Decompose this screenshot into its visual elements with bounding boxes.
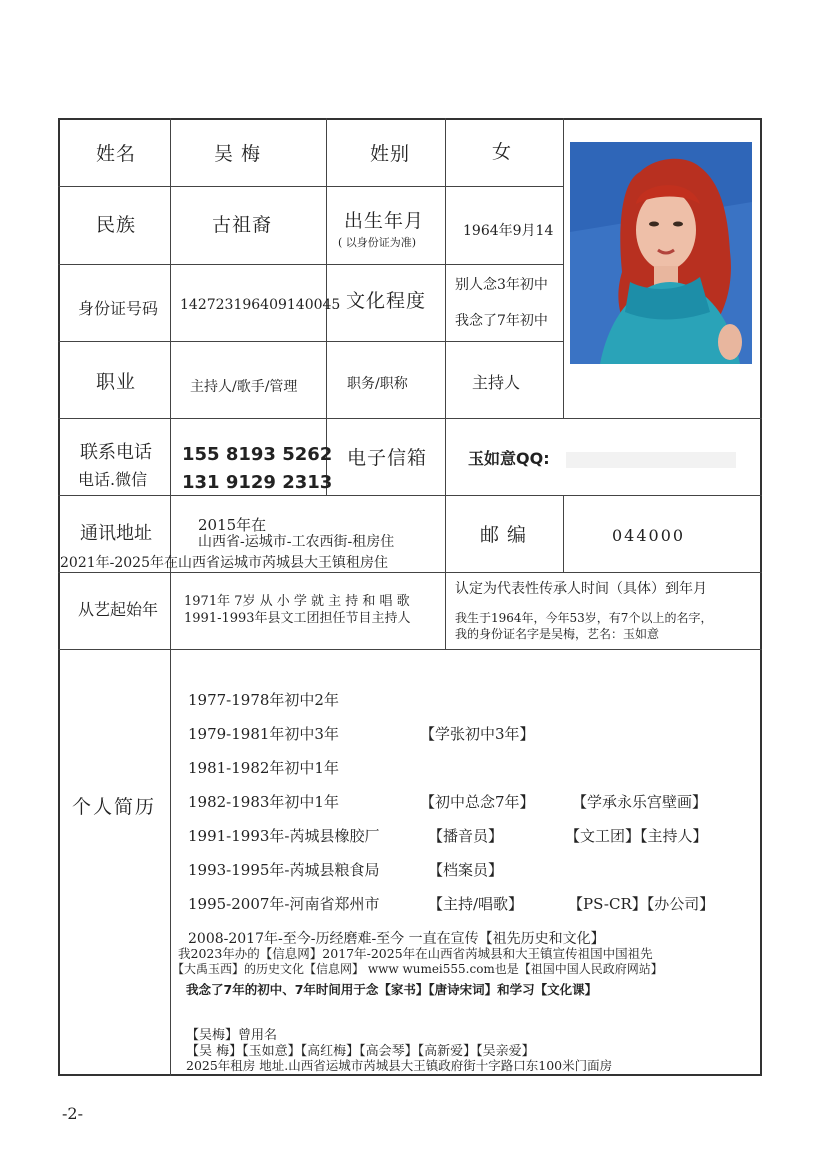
portrait-photo: [570, 142, 752, 364]
resume-row-7: 1995-2007年-河南省郑州市: [188, 895, 380, 913]
rep-line-1: 我生于1964年，今年53岁，有7个以上的名字，: [455, 611, 713, 625]
resume-line-1: 2008-2017年-至今-历经磨难-至今 一直在宣传【祖先历史和文化】: [188, 931, 605, 947]
label-birth-note: ( 以身份证为准): [338, 236, 417, 249]
label-resume: 个人简历: [72, 796, 157, 818]
value-phone-1: 155 8193 5262: [182, 444, 333, 465]
label-ethnicity: 民族: [96, 214, 137, 236]
rep-line-2: 我的身份证名字是吴梅，艺名：玉如意: [455, 627, 660, 641]
label-art-start: 从艺起始年: [78, 600, 159, 619]
label-education: 文化程度: [346, 290, 427, 312]
label-gender: 姓别: [370, 143, 411, 165]
rep-title: 认定为代表性传承人时间（具体）到年月: [455, 581, 707, 597]
label-phone-b: 电话.微信: [78, 470, 148, 489]
value-address-year: 2015年在: [198, 516, 267, 534]
resume-line-7: 2025年租房 地址.山西省运城市芮城县大王镇政府街十字路口东100米门面房: [186, 1058, 613, 1073]
resume-row-2-tag: 【学张初中3年】: [420, 725, 535, 743]
email-redacted-blur: [566, 452, 736, 468]
page-number: -2-: [62, 1104, 83, 1123]
resume-row-5-tag: 【播音员】: [428, 827, 504, 845]
value-address-1: 山西省-运城市-工农西街-租房住: [198, 534, 395, 550]
value-education-a: 别人念3年初中: [455, 277, 548, 293]
value-birth: 1964年9月14: [463, 223, 554, 239]
value-job: 主持人/歌手/管理: [190, 379, 298, 395]
resume-line-5: 【吴梅】曾用名: [186, 1028, 278, 1043]
label-position: 职务/职称: [347, 376, 408, 392]
resume-row-3: 1981-1982年初中1年: [188, 759, 339, 777]
label-address: 通讯地址: [80, 523, 152, 544]
resume-row-4-tag2: 【学承永乐宫壁画】: [572, 793, 708, 811]
value-art-2: 1991-1993年县文工团担任节目主持人: [184, 611, 411, 626]
resume-line-2: 我2023年办的【信息网】2017年-2025年在山西省芮城县和大王镇宣传祖国中国祖先: [178, 946, 653, 961]
resume-row-1: 1977-1978年初中2年: [188, 691, 339, 709]
value-education-b: 我念了7年初中: [455, 313, 548, 329]
resume-row-2: 1979-1981年初中3年: [188, 725, 339, 743]
value-phone-2: 131 9129 2313: [182, 472, 333, 493]
resume-row-4: 1982-1983年初中1年: [188, 793, 339, 811]
value-id: 142723196409140045: [180, 297, 341, 313]
value-gender: 女: [492, 141, 513, 163]
resume-row-4-tag: 【初中总念7年】: [420, 793, 535, 811]
resume-row-6-tag: 【档案员】: [428, 861, 504, 879]
label-phone-a: 联系电话: [80, 442, 152, 463]
resume-line-6: 【吴 梅】【玉如意】【高红梅】【高会琴】【高新爱】【吴亲爱】: [186, 1044, 535, 1059]
value-email: 玉如意QQ:: [468, 449, 550, 468]
value-art-1: 1971年 7岁 从 小 学 就 主 持 和 唱 歌: [184, 594, 410, 609]
label-name: 姓名: [96, 143, 137, 165]
resume-row-5: 1991-1993年-芮城县橡胶厂: [188, 827, 380, 845]
label-id: 身份证号码: [78, 299, 159, 318]
value-address-2: 2021年-2025年在山西省运城市芮城县大王镇租房住: [60, 555, 388, 571]
resume-line-4: 我念了7年的初中、7年时间用于念【家书】【唐诗宋词】和学习【文化课】: [186, 982, 598, 997]
resume-row-5-tag2: 【文工团】【主持人】: [565, 827, 708, 845]
label-job: 职业: [96, 371, 137, 393]
label-email: 电子信箱: [347, 447, 428, 469]
value-ethnicity: 古祖裔: [212, 214, 273, 236]
resume-row-7-tag2: 【PS-CR】【办公司】: [568, 895, 715, 913]
resume-line-3: 【大禹玉西】的历史文化【信息网】 www wumei555.com也是【祖国中国人民政府网站】: [172, 962, 663, 976]
resume-row-6: 1993-1995年-芮城县粮食局: [188, 861, 380, 879]
resume-row-7-tag: 【主持/唱歌】: [428, 895, 524, 913]
label-birth: 出生年月: [344, 210, 425, 232]
value-position: 主持人: [472, 373, 521, 392]
label-postcode: 邮 编: [480, 524, 528, 546]
value-postcode: 044000: [612, 526, 686, 545]
value-name: 吴 梅: [214, 143, 262, 165]
